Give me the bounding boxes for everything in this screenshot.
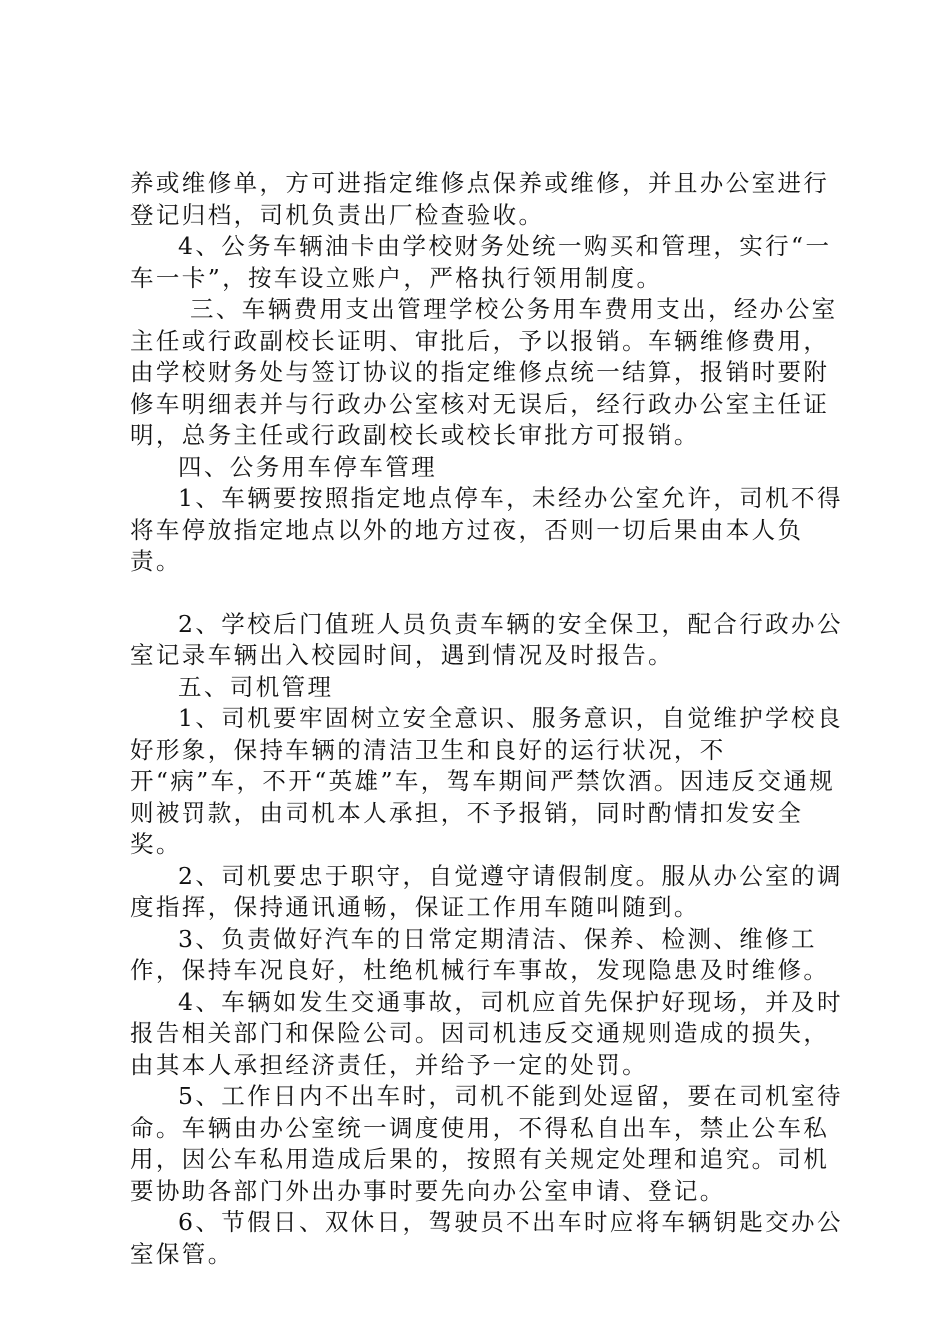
section-heading-parking: 四、公务用车停车管理	[178, 452, 437, 481]
paragraph-10: 3、负责做好汽车的日常定期清洁、保养、检测、维修工作，保持车况良好，杜绝机械行车事故，发现隐患及时维修。	[130, 924, 830, 984]
paragraph-1: 养或维修单，方可进指定维修点保养或维修，并且办公室进行登记归档，司机负责出厂检查验收。	[130, 169, 830, 229]
paragraph-2: 4、公务车辆油卡由学校财务处统一购买和管理，实行“一车一卡”，按车设立账户，严格执行领用制度。	[130, 232, 832, 292]
paragraph-13: 6、节假日、双休日，驾驶员不出车时应将车辆钥匙交办公室保管。	[130, 1208, 843, 1268]
paragraph-12: 5、工作日内不出车时，司机不能到处逗留，要在司机室待命。车辆由办公室统一调度使用，不得私自出车，禁止公车私用，因公车私用造成后果的，按照有关规定处理和追究。司机要协助各部门外出办事时要先向办公室申请、登记。	[130, 1082, 843, 1205]
document-body	[130, 168, 850, 1270]
paragraph-5: 1、车辆要按照指定地点停车，未经办公室允许，司机不得将车停放指定地点以外的地方过夜，否则一切后果由本人负责。	[130, 484, 843, 575]
paragraph-8: 1、司机要牢固树立安全意识、服务意识，自觉维护学校良好形象，保持车辆的清洁卫生和良好的运行状况，不开“病”车，不开“英雄”车，驾车期间严禁饮酒。因违反交通规则被罚款，由司机本人承担，不予报销，同时酌情扣发安全奖。	[130, 704, 843, 858]
paragraph-9: 2、司机要忠于职守，自觉遵守请假制度。服从办公室的调度指挥，保持通讯通畅，保证工作用车随叫随到。	[130, 861, 843, 921]
paragraph-3: 三、车辆费用支出管理学校公务用车费用支出，经办公室主任或行政副校长证明、审批后，予以报销。车辆维修费用，由学校财务处与签订协议的指定维修点统一结算，报销时要附修车明细表并与行政办公室核对无误后，经行政办公室主任证明，总务主任或行政副校长或校长审批方可报销。	[130, 295, 838, 449]
paragraph-11: 4、车辆如发生交通事故，司机应首先保护好现场，并及时报告相关部门和保险公司。因司机违反交通规则造成的损失，由其本人承担经济责任，并给予一定的处罚。	[130, 987, 843, 1079]
paragraph-gap	[130, 578, 850, 609]
paragraph-6: 2、学校后门值班人员负责车辆的安全保卫，配合行政办公室记录车辆出入校园时间，遇到情况及时报告。	[130, 609, 843, 669]
section-heading-drivers: 五、司机管理	[178, 672, 334, 701]
